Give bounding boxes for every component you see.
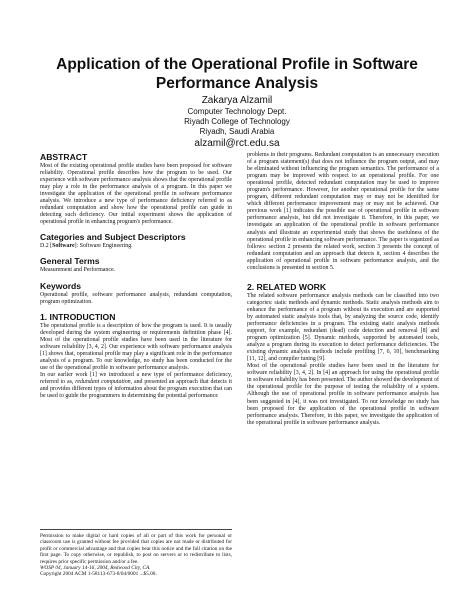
general-terms-section — [40, 256, 232, 274]
venue-line: WOSP 04, January 14-16, 2004, Redwood City, CA. — [40, 565, 151, 572]
categories-section — [40, 232, 232, 250]
general-terms-heading: General Terms — [40, 256, 100, 267]
permission-notice: Permission to make digital or hard copies of all or part of this work for personal or classroom use is granted without fee provided that copies are not made or distributed for profit or commercial advantage and that copies bear this notice and the full citation on the first page. To copy otherwise, or republish, to post on servers or to redistribute to lists, requires prior specific permission and/or a fee. — [40, 533, 232, 565]
abstract-text: Most of the existing operational profile studies have been proposed for software reliability. Operational profile describes how the program to be used. Our experience with software performance analysis shows that the operational profile may play a role in the performance analysis of a program. In this paper we investigate the application of the operational profile in software performance analysis. We introduce a new type of performance deficiency referred to as redundant computation and show how the operational profile can guide in detecting such deficiency. Our initial experiment shows the application of operational profile in enhancing program's performance. — [40, 163, 232, 226]
introduction-paragraph-1: The operational profile is a description of how the program is used. It is usually developed during the system engineering or requirements definition phase [4]. Most of the operational profile studies have been used in the literature for software reliability [3, 4, 2]. Our experience with software performance analysis [1] shows that, operational profile may play a significant role in the performance analysis of a program. To our knowledge, no study has been conducted for the use of the operational profile in software performance analysis. — [40, 322, 232, 371]
keywords-heading: Keywords — [40, 280, 82, 291]
author-block — [80, 95, 394, 150]
copyright-block — [40, 529, 232, 578]
author-dept: Computer Technology Dept. — [187, 107, 287, 116]
related-work-paragraph-1: The related software performance analysis methods can be classified into two categories: static methods and dynamic methods. Static analysis methods aim to enhance the performance of a program without its execution and are supported by automated static analysis tools that, by analyzing the source code, identify performance deficiencies in a program. The existing static analysis methods support, for example, redundant (dead) code detection and removal [8] and program optimization [5]. Dynamic methods, supported by automated tools, analyze a program during its execution to detect performance deficiencies. The existing dynamic analysis methods include profiling [7, 6, 10], benchmarking [11, 12], and compiler tuning [9]. — [247, 292, 439, 363]
author-name: Zakarya Alzamil — [201, 95, 273, 106]
keywords-text: Operational profile, software performance analysis, redundant computation, program optimization. — [40, 291, 232, 305]
intro-p2-before: In our earlier work [1] we introduced a new type of performance deficiency, referred to as, — [40, 371, 232, 385]
categories-prefix: D.2 [ — [40, 243, 53, 250]
intro-p2-em: redundant computation — [75, 378, 131, 385]
author-city: Riyadh, Saudi Arabia — [199, 127, 275, 136]
related-work-paragraph-2: Most of the operational profile studies have been used in the literature for software reliability [3, 4, 2]. In [4] an approach for using the operational profile in software reliability has been presented. The author showed the development of the operational profile for the purpose of testing the reliability of a system. Although the use of operational profile in software performance analysis has been suggested in [4], it was not investigated. To our knowledge no study has been proposed for the application of the operational profile in software performance analysis. Therefore, in this paper, we investigate the application of the operational profile in software performance analysis. — [247, 363, 439, 426]
left-column — [40, 152, 232, 406]
categories-heading: Categories and Subject Descriptors — [40, 232, 186, 243]
categories-text — [40, 243, 232, 250]
general-terms-text: Measurement and Performance. — [40, 267, 116, 274]
intro-continued-text: problems in their programs. Redundant computation is an unnecessary execution of a program statement(s) that does not influence the program output, and may be eliminated without influencing the program semantics. The performance of a program may be improved with respect to an operational profile. For one operational profile, detected redundant computation may be used to improve program's performance. However, for another operational profile for the same program, different redundant computation may or may not be identified for which different performance improvement may or may not be achieved. Our previous work [1] indicates the possible use of operational profile in software performance analysis, but did not investigate it. Therefore, in this paper, we investigate an application of the operational profile in software performance analysis and illustrate an experimental study that shows the usefulness of the operational profile in enhancing software performance. The paper is organized as follows: section 2 presents the related work, section 3 presents the concept of redundant computation and an approach that detects it, section 4 describes the application of operational profile in software performance analysis, and the conclusions is presented in section 5. — [247, 152, 439, 271]
author-org: Riyadh College of Technology — [184, 117, 290, 126]
intro-continued — [247, 152, 439, 272]
intro-p2-after: , and presented an approach that detects it and provides different types of information about the program execution that can be used to guide the programmers in determining the potential performance — [40, 378, 233, 400]
categories-suffix: ]: Software Engineering. — [74, 243, 133, 250]
paper-title: Application of the Operational Profile in Software Performance Analysis — [56, 56, 418, 92]
author-email[interactable]: alzamil@rct.edu.sa — [194, 138, 280, 149]
introduction-section — [40, 312, 232, 401]
copyright-line: Copyright 2004 ACM 1-58113-673-0/04/0001 ...$5.00. — [40, 571, 157, 578]
abstract-section — [40, 152, 232, 226]
related-work-heading: 2. RELATED WORK — [247, 281, 327, 292]
keywords-section — [40, 281, 232, 306]
introduction-heading: 1. INTRODUCTION — [40, 311, 116, 322]
abstract-heading: ABSTRACT — [40, 152, 88, 162]
categories-bold: Software — [52, 243, 75, 250]
introduction-paragraph-2 — [40, 372, 232, 400]
right-column — [247, 152, 439, 433]
related-work-section — [247, 282, 439, 427]
